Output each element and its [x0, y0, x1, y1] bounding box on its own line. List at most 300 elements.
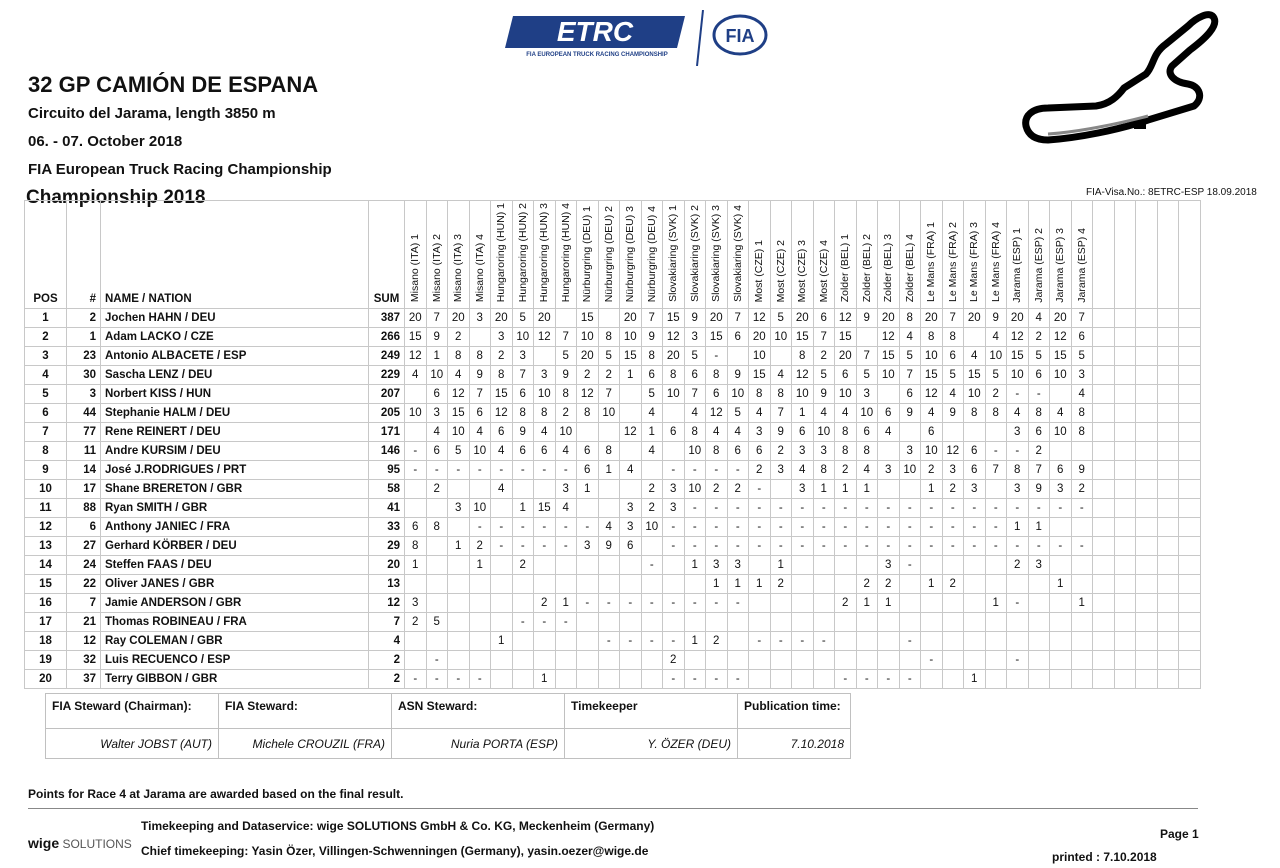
race-points-cell — [813, 613, 835, 632]
official-role: ASN Steward: — [392, 694, 565, 729]
race-points-cell — [620, 404, 642, 423]
car-number-cell: 7 — [67, 594, 101, 613]
car-number-cell: 2 — [67, 309, 101, 328]
empty-cell — [1114, 575, 1136, 594]
race-points-cell: 20 — [534, 309, 556, 328]
race-points-cell — [405, 651, 427, 670]
race-points-cell: 20 — [749, 328, 771, 347]
race-points-cell — [727, 651, 749, 670]
empty-cell — [1114, 347, 1136, 366]
race-header: Misano (ITA) 3 — [448, 201, 470, 309]
race-points-cell: - — [1007, 442, 1029, 461]
race-points-cell — [448, 651, 470, 670]
race-points-cell: 4 — [426, 423, 448, 442]
race-points-cell — [727, 613, 749, 632]
race-points-cell: 9 — [856, 309, 878, 328]
position-cell: 6 — [25, 404, 67, 423]
race-points-cell: 6 — [405, 518, 427, 537]
race-points-cell — [813, 670, 835, 689]
race-points-cell — [1007, 670, 1029, 689]
race-points-cell: 1 — [641, 423, 663, 442]
empty-cell — [1136, 385, 1158, 404]
race-points-cell: 4 — [985, 328, 1007, 347]
race-points-cell: 7 — [1071, 309, 1093, 328]
driver-name-cell: Steffen FAAS / DEU — [101, 556, 369, 575]
empty-cell — [1179, 537, 1201, 556]
race-points-cell: - — [684, 499, 706, 518]
race-points-cell: 12 — [1007, 328, 1029, 347]
empty-cell — [1179, 480, 1201, 499]
race-points-cell — [577, 423, 599, 442]
race-header: Le Mans (FRA) 4 — [985, 201, 1007, 309]
empty-cell — [1114, 556, 1136, 575]
race-points-cell: 20 — [663, 347, 685, 366]
race-points-cell — [985, 480, 1007, 499]
race-points-cell — [620, 385, 642, 404]
race-points-cell: 10 — [620, 328, 642, 347]
race-points-cell: - — [641, 594, 663, 613]
race-points-cell: 3 — [856, 385, 878, 404]
race-points-cell: 12 — [620, 423, 642, 442]
race-points-cell — [899, 594, 921, 613]
empty-cell — [1136, 613, 1158, 632]
race-points-cell: 3 — [405, 594, 427, 613]
race-points-cell: 20 — [792, 309, 814, 328]
race-points-cell: 4 — [1007, 404, 1029, 423]
driver-name-cell: Gerhard KÖRBER / DEU — [101, 537, 369, 556]
race-points-cell — [555, 632, 577, 651]
race-points-cell: 15 — [1007, 347, 1029, 366]
race-points-cell: - — [985, 518, 1007, 537]
fia-logo — [712, 14, 768, 56]
official-name: Michele CROUZIL (FRA) — [219, 729, 392, 759]
race-points-cell: - — [448, 461, 470, 480]
standings-row — [25, 404, 1201, 423]
race-points-cell: 5 — [727, 404, 749, 423]
race-points-cell — [577, 613, 599, 632]
race-points-cell — [985, 423, 1007, 442]
race-points-cell: 2 — [598, 366, 620, 385]
race-points-cell: 12 — [942, 442, 964, 461]
race-points-cell: 2 — [663, 651, 685, 670]
race-points-cell — [641, 461, 663, 480]
race-points-cell — [598, 670, 620, 689]
race-points-cell — [641, 670, 663, 689]
race-points-cell — [942, 670, 964, 689]
race-points-cell: 2 — [1028, 328, 1050, 347]
race-points-cell: 2 — [706, 632, 728, 651]
race-points-cell: 9 — [1028, 480, 1050, 499]
driver-name-cell: Anthony JANIEC / FRA — [101, 518, 369, 537]
race-points-cell: 15 — [448, 404, 470, 423]
race-points-cell: - — [684, 518, 706, 537]
race-points-cell — [598, 499, 620, 518]
empty-cell — [1179, 594, 1201, 613]
race-points-cell: - — [856, 670, 878, 689]
race-points-cell: 7 — [555, 328, 577, 347]
race-points-cell: 5 — [985, 366, 1007, 385]
race-points-cell: 3 — [1071, 366, 1093, 385]
race-points-cell: 10 — [727, 385, 749, 404]
empty-cell — [1114, 461, 1136, 480]
race-points-cell: - — [942, 537, 964, 556]
race-points-cell: 1 — [405, 556, 427, 575]
race-points-cell — [555, 651, 577, 670]
race-points-cell: - — [921, 518, 943, 537]
empty-cell — [1157, 575, 1179, 594]
race-points-cell: - — [727, 537, 749, 556]
race-points-cell — [792, 575, 814, 594]
race-points-cell: 6 — [512, 385, 534, 404]
position-cell: 12 — [25, 518, 67, 537]
race-points-cell — [512, 651, 534, 670]
race-points-cell: - — [512, 613, 534, 632]
race-points-cell — [491, 613, 513, 632]
race-points-cell: 5 — [512, 309, 534, 328]
race-points-cell: 4 — [964, 347, 986, 366]
race-points-cell: - — [663, 594, 685, 613]
race-points-cell: 3 — [706, 556, 728, 575]
race-points-cell: - — [706, 499, 728, 518]
race-points-cell: - — [1028, 537, 1050, 556]
race-points-cell: - — [491, 518, 513, 537]
race-points-cell — [749, 651, 771, 670]
race-points-cell — [878, 480, 900, 499]
race-header: Most (CZE) 1 — [749, 201, 771, 309]
race-points-cell — [1050, 556, 1072, 575]
etrc-logo — [505, 12, 690, 58]
race-points-cell: - — [426, 461, 448, 480]
race-points-cell: 6 — [512, 442, 534, 461]
race-points-cell: 6 — [835, 366, 857, 385]
race-points-cell: 9 — [1071, 461, 1093, 480]
race-points-cell: 1 — [555, 594, 577, 613]
header-num: # — [67, 201, 101, 309]
empty-race-header — [1136, 201, 1158, 309]
race-points-cell — [770, 670, 792, 689]
race-points-cell: 10 — [598, 404, 620, 423]
race-header: Jarama (ESP) 2 — [1028, 201, 1050, 309]
empty-cell — [1157, 632, 1179, 651]
race-header: Misano (ITA) 1 — [405, 201, 427, 309]
race-points-cell: 1 — [512, 499, 534, 518]
race-points-cell: - — [706, 537, 728, 556]
points-sum-cell: 171 — [369, 423, 405, 442]
race-points-cell: 6 — [792, 423, 814, 442]
race-points-cell: - — [856, 499, 878, 518]
car-number-cell: 88 — [67, 499, 101, 518]
empty-cell — [1157, 442, 1179, 461]
car-number-cell: 17 — [67, 480, 101, 499]
race-points-cell: - — [856, 518, 878, 537]
standings-row — [25, 613, 1201, 632]
race-points-cell — [426, 575, 448, 594]
empty-cell — [1114, 499, 1136, 518]
race-points-cell: 8 — [1071, 404, 1093, 423]
points-sum-cell: 2 — [369, 670, 405, 689]
driver-name-cell: Andre KURSIM / DEU — [101, 442, 369, 461]
position-cell: 7 — [25, 423, 67, 442]
car-number-cell: 77 — [67, 423, 101, 442]
official-role: FIA Steward: — [219, 694, 392, 729]
start-finish-flag-icon — [1134, 122, 1146, 129]
race-points-cell: - — [727, 594, 749, 613]
empty-cell — [1093, 328, 1115, 347]
race-points-cell — [491, 651, 513, 670]
race-points-cell: 4 — [641, 404, 663, 423]
race-points-cell: 9 — [426, 328, 448, 347]
race-points-cell — [577, 670, 599, 689]
race-points-cell — [835, 613, 857, 632]
empty-cell — [1114, 328, 1136, 347]
race-points-cell — [1071, 556, 1093, 575]
official-role: Publication time: — [738, 694, 851, 729]
race-points-cell: 7 — [426, 309, 448, 328]
race-points-cell: 1 — [727, 575, 749, 594]
empty-cell — [1136, 480, 1158, 499]
race-points-cell: 2 — [448, 328, 470, 347]
race-points-cell — [727, 632, 749, 651]
race-header: Slovakiaring (SVK) 3 — [706, 201, 728, 309]
race-points-cell: 15 — [878, 347, 900, 366]
championship-title: Championship 2018 — [26, 187, 206, 208]
race-header: Le Mans (FRA) 2 — [942, 201, 964, 309]
race-points-cell — [1028, 632, 1050, 651]
race-points-cell: 12 — [448, 385, 470, 404]
race-points-cell: 20 — [448, 309, 470, 328]
race-points-cell — [512, 670, 534, 689]
race-points-cell — [1050, 442, 1072, 461]
header-sum: SUM — [369, 201, 405, 309]
points-sum-cell: 249 — [369, 347, 405, 366]
empty-cell — [1114, 537, 1136, 556]
race-points-cell: 20 — [1007, 309, 1029, 328]
official-role: FIA Steward (Chairman): — [46, 694, 219, 729]
empty-cell — [1179, 461, 1201, 480]
race-points-cell — [835, 632, 857, 651]
race-points-cell — [964, 594, 986, 613]
race-points-cell — [856, 613, 878, 632]
race-points-cell: - — [1071, 499, 1093, 518]
race-points-cell: 6 — [469, 404, 491, 423]
race-points-cell: - — [835, 537, 857, 556]
race-points-cell: - — [921, 499, 943, 518]
race-points-cell — [469, 480, 491, 499]
race-points-cell: 1 — [1007, 518, 1029, 537]
race-points-cell: 3 — [727, 556, 749, 575]
race-points-cell: - — [749, 537, 771, 556]
car-number-cell: 24 — [67, 556, 101, 575]
points-sum-cell: 4 — [369, 632, 405, 651]
race-header: Nürburgring (DEU) 3 — [620, 201, 642, 309]
race-points-cell: 7 — [1028, 461, 1050, 480]
race-points-cell: 10 — [534, 385, 556, 404]
fia-visa: FIA-Visa.No.: 8ETRC-ESP 18.09.2018 — [1086, 187, 1257, 198]
race-points-cell — [684, 575, 706, 594]
chief-timekeeping: Chief timekeeping: Yasin Özer, Villingen-Schwenningen (Germany), yasin.oezer@wige.de — [141, 844, 649, 858]
race-points-cell: - — [899, 632, 921, 651]
empty-cell — [1136, 575, 1158, 594]
timekeeping-info: Timekeeping and Dataservice: wige SOLUTIONS GmbH & Co. KG, Meckenheim (Germany) — [141, 819, 655, 833]
empty-cell — [1136, 328, 1158, 347]
footer-divider — [28, 808, 1198, 809]
empty-cell — [1093, 670, 1115, 689]
race-points-cell: 4 — [448, 366, 470, 385]
race-points-cell: 7 — [641, 309, 663, 328]
car-number-cell: 27 — [67, 537, 101, 556]
race-points-cell: - — [512, 537, 534, 556]
race-points-cell — [921, 670, 943, 689]
svg-text:FIA EUROPEAN TRUCK RACING CHAM: FIA EUROPEAN TRUCK RACING CHAMPIONSHIP — [526, 52, 668, 58]
race-points-cell: 1 — [792, 404, 814, 423]
race-header: Hungaroring (HUN) 1 — [491, 201, 513, 309]
race-points-cell — [985, 632, 1007, 651]
race-points-cell: 4 — [1050, 404, 1072, 423]
race-points-cell — [942, 556, 964, 575]
race-points-cell — [921, 613, 943, 632]
empty-cell — [1179, 366, 1201, 385]
race-points-cell: 3 — [620, 518, 642, 537]
race-points-cell: 2 — [577, 366, 599, 385]
race-points-cell: - — [770, 632, 792, 651]
race-points-cell: 6 — [426, 442, 448, 461]
race-points-cell: 20 — [1050, 309, 1072, 328]
empty-cell — [1136, 594, 1158, 613]
race-points-cell: - — [512, 518, 534, 537]
race-points-cell — [1007, 632, 1029, 651]
race-points-cell: 6 — [964, 442, 986, 461]
empty-cell — [1157, 499, 1179, 518]
race-points-cell: 15 — [835, 328, 857, 347]
race-points-cell — [985, 556, 1007, 575]
race-points-cell: 1 — [491, 632, 513, 651]
standings-row — [25, 309, 1201, 328]
race-points-cell: - — [878, 537, 900, 556]
race-points-cell: 15 — [706, 328, 728, 347]
race-points-cell: 2 — [641, 480, 663, 499]
empty-cell — [1093, 537, 1115, 556]
race-points-cell: 3 — [942, 461, 964, 480]
race-points-cell: 5 — [942, 366, 964, 385]
points-sum-cell: 7 — [369, 613, 405, 632]
race-points-cell: 5 — [641, 385, 663, 404]
race-points-cell: 3 — [813, 442, 835, 461]
race-points-cell: - — [813, 632, 835, 651]
race-points-cell: 3 — [512, 347, 534, 366]
race-points-cell: 6 — [727, 442, 749, 461]
race-points-cell — [964, 613, 986, 632]
empty-cell — [1157, 670, 1179, 689]
race-points-cell: 9 — [727, 366, 749, 385]
race-points-cell: - — [878, 518, 900, 537]
race-points-cell: 8 — [426, 518, 448, 537]
car-number-cell: 30 — [67, 366, 101, 385]
race-points-cell — [985, 670, 1007, 689]
empty-cell — [1157, 404, 1179, 423]
race-points-cell: 15 — [1050, 347, 1072, 366]
race-points-cell — [985, 613, 1007, 632]
svg-text:FIA: FIA — [725, 26, 755, 46]
race-points-cell — [663, 613, 685, 632]
points-sum-cell: 146 — [369, 442, 405, 461]
standings-row — [25, 366, 1201, 385]
race-points-cell — [727, 347, 749, 366]
empty-cell — [1114, 651, 1136, 670]
points-sum-cell: 58 — [369, 480, 405, 499]
standings-row — [25, 651, 1201, 670]
race-points-cell — [448, 613, 470, 632]
race-points-cell: 12 — [921, 385, 943, 404]
race-points-cell: 5 — [426, 613, 448, 632]
race-points-cell: 7 — [684, 385, 706, 404]
race-points-cell — [706, 651, 728, 670]
car-number-cell: 44 — [67, 404, 101, 423]
race-points-cell: - — [706, 594, 728, 613]
race-points-cell: 9 — [770, 423, 792, 442]
race-points-cell — [620, 442, 642, 461]
position-cell: 8 — [25, 442, 67, 461]
race-points-cell: - — [598, 632, 620, 651]
race-points-cell: 2 — [534, 594, 556, 613]
race-points-cell — [770, 613, 792, 632]
race-points-cell: 10 — [899, 461, 921, 480]
race-points-cell: 2 — [1071, 480, 1093, 499]
race-points-cell — [813, 651, 835, 670]
race-points-cell: 9 — [684, 309, 706, 328]
svg-text:ETRC: ETRC — [556, 16, 634, 47]
race-points-cell: 8 — [577, 404, 599, 423]
event-dates: 06. - 07. October 2018 — [28, 133, 183, 150]
race-points-cell: 15 — [792, 328, 814, 347]
race-points-cell: 10 — [1050, 366, 1072, 385]
race-points-cell: - — [878, 670, 900, 689]
points-sum-cell: 387 — [369, 309, 405, 328]
race-points-cell: 3 — [1007, 423, 1029, 442]
race-points-cell: - — [899, 499, 921, 518]
race-points-cell — [706, 613, 728, 632]
race-points-cell: 8 — [856, 442, 878, 461]
race-points-cell — [1028, 651, 1050, 670]
race-points-cell: 12 — [706, 404, 728, 423]
race-header: Slovakiaring (SVK) 2 — [684, 201, 706, 309]
race-points-cell: - — [684, 537, 706, 556]
race-points-cell: - — [1050, 537, 1072, 556]
race-points-cell — [620, 651, 642, 670]
race-points-cell: - — [577, 518, 599, 537]
race-points-cell: 10 — [448, 423, 470, 442]
race-points-cell: - — [684, 594, 706, 613]
race-points-cell: 15 — [921, 366, 943, 385]
race-points-cell: - — [663, 518, 685, 537]
driver-name-cell: José J.RODRIGUES / PRT — [101, 461, 369, 480]
race-points-cell — [770, 480, 792, 499]
race-points-cell: 20 — [706, 309, 728, 328]
race-points-cell — [856, 651, 878, 670]
race-points-cell: 6 — [813, 309, 835, 328]
race-points-cell — [964, 632, 986, 651]
points-sum-cell: 207 — [369, 385, 405, 404]
race-points-cell: 4 — [641, 442, 663, 461]
race-points-cell — [405, 575, 427, 594]
empty-cell — [1114, 632, 1136, 651]
race-header: Le Mans (FRA) 3 — [964, 201, 986, 309]
race-points-cell — [426, 499, 448, 518]
race-points-cell — [663, 556, 685, 575]
official-name: 7.10.2018 — [738, 729, 851, 759]
race-points-cell: - — [534, 613, 556, 632]
race-points-cell — [663, 442, 685, 461]
race-points-cell: 8 — [942, 328, 964, 347]
